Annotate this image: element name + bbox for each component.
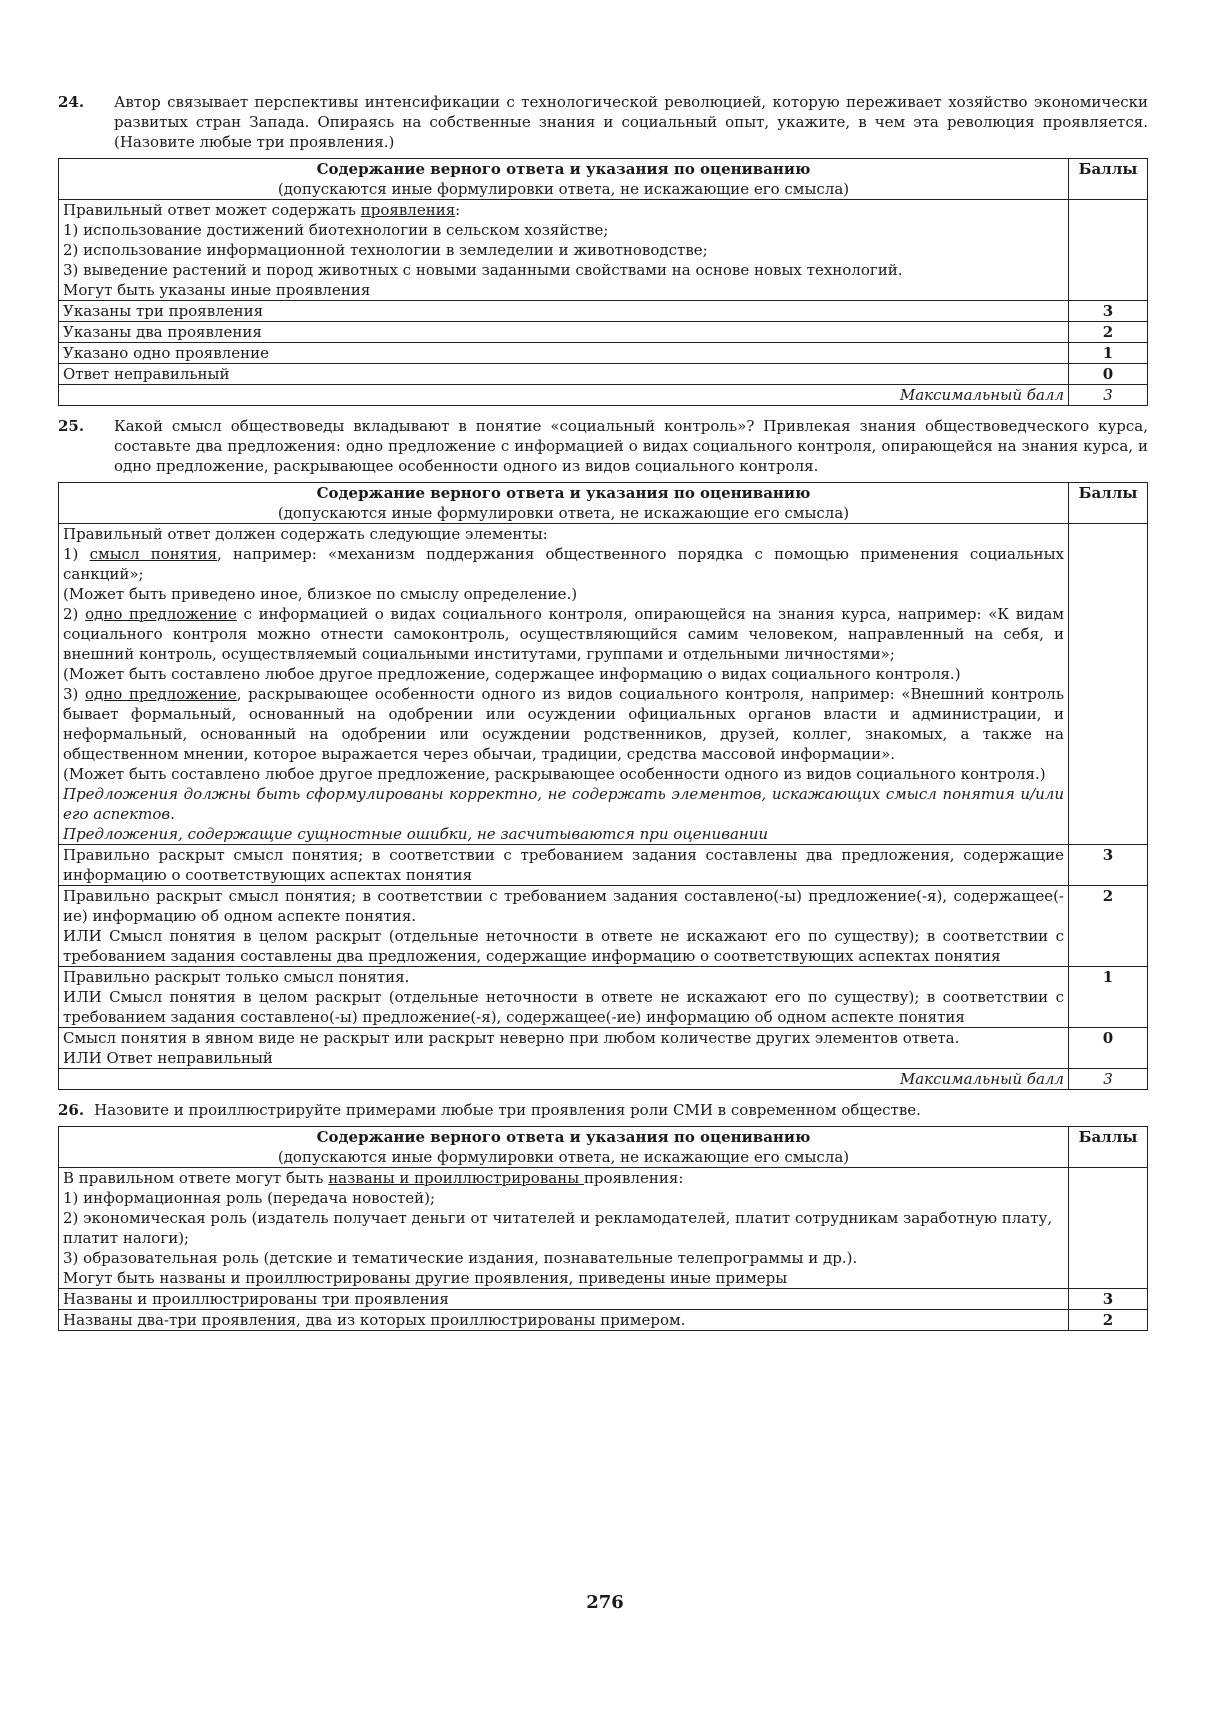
content-header: Содержание верного ответа и указания по оцениванию (допускаются иные формулировки ответа, не искажающие его смысла)	[59, 1127, 1069, 1168]
table-row: Указаны два проявления 2	[59, 322, 1148, 343]
table-row: Правильно раскрыт смысл понятия; в соответствии с требованием задания составлено(-ы) предложение(-я), содержащее(-ие) информацию об одном аспекте понятия. ИЛИ Смысл понятия в целом раскрыт (отдельные неточности в ответе не искажают его по существу); в соответствии с требованием задания составлены два предложения, содержащие информацию о соответствующих аспектах понятия 2	[59, 886, 1148, 967]
list-item: 1) информационная роль (передача новостей);	[63, 1189, 436, 1207]
answer-content: Правильный ответ должен содержать следующие элементы: 1) смысл понятия, например: «механизм поддержания общественного порядка с помощью применения социальных санкций»; (Может быть приведено иное, близкое по смыслу определение.) 2) одно предложение с информацией о видах социального контроля, опирающейся на знания курса, например: «К видам социального контроля можно отнести самоконтроль, осуществляющийся самим человеком, направленный на себя, и внешний контроль, осуществляемый социальными институтами, группами и отдельными личностями»; (Может быть составлено любое другое предложение, содержащее информацию о видах социального контроля.) 3) одно предложение, раскрывающее особенности одного из видов социального контроля, например: «Внешний контроль бывает формальный, основанный на одобрении или осуждении официальных органов власти и администрации, и неформальный, основанный на одобрении или осуждении родственников, друзей, коллег, знакомых, а также на общественном мнении, которое выражается через обычаи, традиции, средства массовой информации». (Может быть составлено любое другое предложение, раскрывающее особенности одного из видов социального контроля.) Предложения должны быть сформулированы корректно, не содержать элементов, искажающих смысл понятия и/или его аспектов. Предложения, содержащие сущностные ошибки, не засчитываются при оценивании	[59, 524, 1069, 845]
table-row: Названы два-три проявления, два из которых проиллюстрированы примером. 2	[59, 1310, 1148, 1331]
table-row: Ответ неправильный 0	[59, 364, 1148, 385]
question-number: 26.	[58, 1101, 85, 1119]
answer-element-1: 1) смысл понятия, например: «механизм поддержания общественного порядка с помощью применения социальных санкций»;	[63, 545, 1064, 583]
list-item: 2) экономическая роль (издатель получает деньги от читателей и рекламодателей, платит сотрудникам заработную плату, платит налоги);	[63, 1209, 1053, 1247]
table-header-row	[59, 1127, 1148, 1168]
question-25	[58, 416, 1148, 476]
table-row: Указано одно проявление 1	[59, 343, 1148, 364]
answer-content-row	[59, 524, 1148, 845]
question-24	[58, 92, 1148, 152]
content-header: Содержание верного ответа и указания по оцениванию (допускаются иные формулировки ответа, не искажающие его смысла)	[59, 159, 1069, 200]
max-score-row: Максимальный балл 3	[59, 1069, 1148, 1090]
list-item: 2) использование информационной технологии в земледелии и животноводстве;	[63, 241, 708, 259]
answer-element-2: 2) одно предложение с информацией о видах социального контроля, опирающейся на знания курса, например: «К видам социального контроля можно отнести самоконтроль, осуществляющийся самим человеком, направленный на себя, и внешний контроль, осуществляемый социальными институтами, группами и отдельными личностями»;	[63, 605, 1064, 663]
answer-content: Правильный ответ может содержать проявления: 1) использование достижений биотехнологии в сельском хозяйстве; 2) использование информационной технологии в земледелии и животноводстве; 3) выведение растений и пород животных с новыми заданными свойствами на основе новых технологий. Могут быть указаны иные проявления	[59, 200, 1069, 301]
answer-content-row	[59, 1168, 1148, 1289]
table-row: Смысл понятия в явном виде не раскрыт или раскрыт неверно при любом количестве других элементов ответа. ИЛИ Ответ неправильный 0	[59, 1028, 1148, 1069]
criteria-table-24	[58, 158, 1148, 406]
question-text: Автор связывает перспективы интенсификации с технологической революцией, которую переживает хозяйство экономически развитых стран Запада. Опираясь на собственные знания и социальный опыт, укажите, в чем эта революция проявляется. (Назовите любые три проявления.)	[114, 93, 1148, 151]
question-text: Какой смысл обществоведы вкладывают в понятие «социальный контроль»? Привлекая знания обществоведческого курса, составьте два предложения: одно предложение с информацией о видах социального контроля, опирающейся на знания курса, и одно предложение, раскрывающее особенности одного из видов социального контроля.	[114, 417, 1148, 475]
list-item: Могут быть указаны иные проявления	[63, 281, 371, 299]
score-header: Баллы	[1069, 1127, 1148, 1168]
list-item: Могут быть названы и проиллюстрированы другие проявления, приведены иные примеры	[63, 1269, 788, 1287]
table-row: Указаны три проявления 3	[59, 301, 1148, 322]
criteria-table-26	[58, 1126, 1148, 1331]
table-row: Названы и проиллюстрированы три проявления 3	[59, 1289, 1148, 1310]
content-header: Содержание верного ответа и указания по оцениванию (допускаются иные формулировки ответа, не искажающие его смысла)	[59, 483, 1069, 524]
page-number: 276	[586, 1592, 624, 1613]
document-page	[58, 92, 1148, 1341]
question-number: 24.	[58, 93, 85, 111]
table-header-row	[59, 159, 1148, 200]
table-row: Правильно раскрыт только смысл понятия. ИЛИ Смысл понятия в целом раскрыт (отдельные неточности в ответе не искажают его по существу); в соответствии с требованием задания составлено(-ы) предложение(-я), содержащее(-ие) информацию об одном аспекте понятия 1	[59, 967, 1148, 1028]
answer-content-row	[59, 200, 1148, 301]
score-header: Баллы	[1069, 159, 1148, 200]
list-item: 3) образовательная роль (детские и тематические издания, познавательные телепрограммы и др.).	[63, 1249, 858, 1267]
question-26	[58, 1100, 1148, 1120]
table-row: Правильно раскрыт смысл понятия; в соответствии с требованием задания составлены два предложения, содержащие информацию о соответствующих аспектах понятия 3	[59, 845, 1148, 886]
score-header: Баллы	[1069, 483, 1148, 524]
list-item: 3) выведение растений и пород животных с новыми заданными свойствами на основе новых технологий.	[63, 261, 903, 279]
criteria-table-25	[58, 482, 1148, 1090]
max-score-row: Максимальный балл 3	[59, 385, 1148, 406]
answer-content: В правильном ответе могут быть названы и проиллюстрированы проявления: 1) информационная роль (передача новостей); 2) экономическая роль (издатель получает деньги от читателей и рекламодателей, платит сотрудникам заработную плату, платит налоги); 3) образовательная роль (детские и тематические издания, познавательные телепрограммы и др.). Могут быть названы и проиллюстрированы другие проявления, приведены иные примеры	[59, 1168, 1069, 1289]
question-text: Назовите и проиллюстрируйте примерами любые три проявления роли СМИ в современном обществе.	[94, 1101, 921, 1119]
list-item: 1) использование достижений биотехнологии в сельском хозяйстве;	[63, 221, 609, 239]
table-header-row	[59, 483, 1148, 524]
question-number: 25.	[58, 417, 85, 435]
answer-element-3: 3) одно предложение, раскрывающее особенности одного из видов социального контроля, например: «Внешний контроль бывает формальный, основанный на одобрении или осуждении официальных органов власти и администрации, и неформальный, основанный на одобрении или осуждении родственников, друзей, коллег, знакомых, а также на общественном мнении, которое выражается через обычаи, традиции, средства массовой информации».	[63, 685, 1064, 763]
